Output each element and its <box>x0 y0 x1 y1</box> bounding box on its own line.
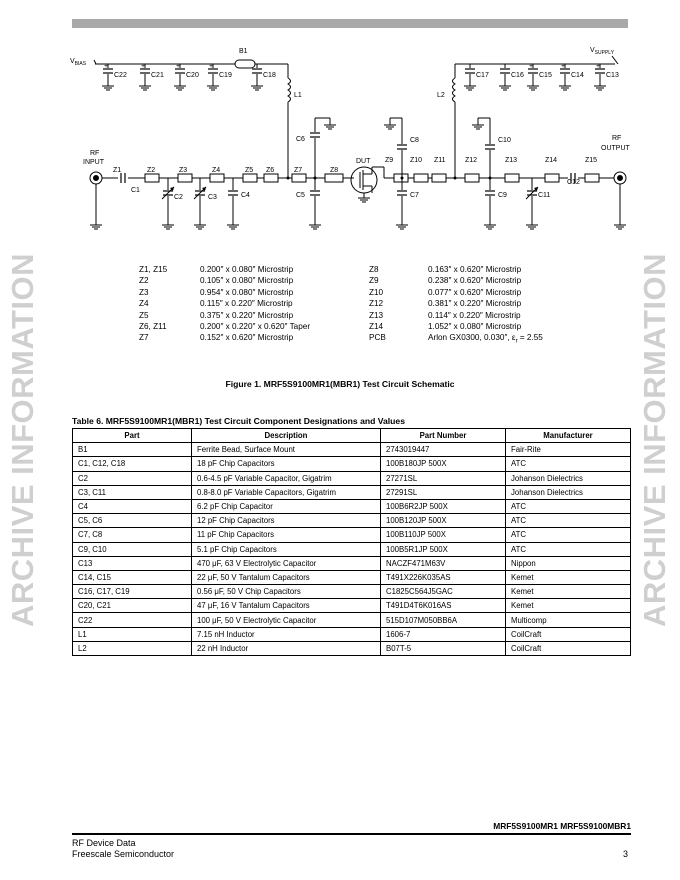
table-cell: C2 <box>73 471 192 485</box>
svg-text:C15: C15 <box>539 72 552 79</box>
table-cell: 47 μF, 16 V Tantalum Capacitors <box>192 599 381 613</box>
microstrip-row: PCB Arlon GX0300, 0.030″, $\varepsilon_r = 2.55$ <box>369 333 543 345</box>
svg-text:Z14: Z14 <box>545 157 558 164</box>
table-title: Table 6. MRF5S9100MR1(MBR1) Test Circuit Component Designations and Values <box>72 416 405 426</box>
footer-divider <box>72 833 631 835</box>
svg-text:+: + <box>561 63 566 70</box>
svg-text:C8: C8 <box>410 137 419 144</box>
table-cell: Kemet <box>506 585 631 599</box>
svg-text:Z6: Z6 <box>266 167 275 174</box>
col-part-number: Part Number <box>381 429 506 443</box>
svg-text:L2: L2 <box>437 92 445 99</box>
microstrip-row: Z13 0.114″ x 0.220″ Microstrip <box>369 310 521 320</box>
table-cell: 100B6R2JP 500X <box>381 499 506 513</box>
table-cell: 27271SL <box>381 471 506 485</box>
microstrip-row: Z5 0.375″ x 0.220″ Microstrip <box>139 310 294 320</box>
table-cell: 22 μF, 50 V Tantalum Capacitors <box>192 570 381 584</box>
svg-text:Z9: Z9 <box>385 157 394 164</box>
table-cell: C13 <box>73 556 192 570</box>
table-cell: 0.8-8.0 pF Variable Capacitors, Gigatrim <box>192 485 381 499</box>
table-cell: 18 pF Chip Capacitors <box>192 457 381 471</box>
table-cell: 0.56 μF, 50 V Chip Capacitors <box>192 585 381 599</box>
svg-text:C19: C19 <box>219 72 232 79</box>
vbias-label: $V_{BIAS}$ <box>70 58 87 67</box>
component-table <box>72 428 631 656</box>
svg-text:C13: C13 <box>606 72 619 79</box>
svg-text:Z3: Z3 <box>179 167 188 174</box>
svg-text:C9: C9 <box>498 192 507 199</box>
table-cell: 515D107M050BB6A <box>381 613 506 627</box>
table-cell: L1 <box>73 627 192 641</box>
table-row <box>73 485 631 499</box>
svg-text:+: + <box>176 63 181 70</box>
table-cell: CoilCraft <box>506 627 631 641</box>
table-row <box>73 613 631 627</box>
table-cell: B1 <box>73 443 192 457</box>
svg-text:+: + <box>596 63 601 70</box>
table-cell: 5.1 pF Chip Capacitors <box>192 542 381 556</box>
table-cell: 100B5R1JP 500X <box>381 542 506 556</box>
table-row <box>73 457 631 471</box>
svg-text:Z5: Z5 <box>245 167 254 174</box>
table-cell: 1606-7 <box>381 627 506 641</box>
svg-text:C20: C20 <box>186 72 199 79</box>
table-cell: 27291SL <box>381 485 506 499</box>
svg-text:C21: C21 <box>151 72 164 79</box>
svg-text:C5: C5 <box>296 192 305 199</box>
table-cell: CoilCraft <box>506 641 631 655</box>
microstrip-row: Z1, Z15 0.200″ x 0.080″ Microstrip <box>139 265 294 274</box>
table-cell: C22 <box>73 613 192 627</box>
svg-text:Z4: Z4 <box>212 167 221 174</box>
table-cell: C3, C11 <box>73 485 192 499</box>
svg-text:INPUT: INPUT <box>83 159 104 166</box>
table-cell: NACZF471M63V <box>381 556 506 570</box>
svg-text:C17: C17 <box>476 72 489 79</box>
table-cell: 100B180JP 500X <box>381 457 506 471</box>
table-cell: C7, C8 <box>73 528 192 542</box>
table-cell: Kemet <box>506 599 631 613</box>
table-cell: C16, C17, C19 <box>73 585 192 599</box>
table-row <box>73 499 631 513</box>
table-row <box>73 542 631 556</box>
table-cell: C5, C6 <box>73 514 192 528</box>
table-cell: B07T-5 <box>381 641 506 655</box>
table-row <box>73 443 631 457</box>
table-header-row <box>73 429 631 443</box>
table-cell: ATC <box>506 528 631 542</box>
vsupply-label: $V_{SUPPLY}$ <box>590 47 615 56</box>
table-cell: Kemet <box>506 570 631 584</box>
table-cell: C1, C12, C18 <box>73 457 192 471</box>
table-row <box>73 599 631 613</box>
svg-text:C16: C16 <box>511 72 524 79</box>
svg-text:C4: C4 <box>241 192 250 199</box>
table-row <box>73 514 631 528</box>
table-cell: L2 <box>73 641 192 655</box>
svg-text:Z12: Z12 <box>465 157 478 164</box>
table-cell: Johanson Dielectrics <box>506 471 631 485</box>
svg-text:C7: C7 <box>410 192 419 199</box>
svg-text:L1: L1 <box>294 92 302 99</box>
part-number-header: MRF5S9100MR1 MRF5S9100MBR1 <box>493 821 631 831</box>
microstrip-row: Z6, Z11 0.200″ x 0.220″ x 0.620″ Taper <box>139 321 311 331</box>
table-cell: C1825C564J5GAC <box>381 585 506 599</box>
table-cell: 100 μF, 50 V Electrolytic Capacitor <box>192 613 381 627</box>
table-cell: T491D4T6K016AS <box>381 599 506 613</box>
table-row <box>73 641 631 655</box>
svg-text:Z7: Z7 <box>294 167 303 174</box>
table-cell: 11 pF Chip Capacitors <box>192 528 381 542</box>
svg-text:RF: RF <box>90 150 100 157</box>
svg-text:C18: C18 <box>263 72 276 79</box>
svg-text:C22: C22 <box>114 72 127 79</box>
table-cell: 22 nH Inductor <box>192 641 381 655</box>
table-row <box>73 585 631 599</box>
footer-line-1: RF Device Data <box>72 838 136 848</box>
table-cell: C9, C10 <box>73 542 192 556</box>
col-manufacturer: Manufacturer <box>506 429 631 443</box>
svg-text:C1: C1 <box>131 187 140 194</box>
table-row <box>73 627 631 641</box>
microstrip-row: Z4 0.115″ x 0.220″ Microstrip <box>139 299 293 309</box>
microstrip-row: Z10 0.077″ x 0.620″ Microstrip <box>369 287 522 297</box>
svg-text:C3: C3 <box>208 194 217 201</box>
table-row <box>73 471 631 485</box>
table-cell: ATC <box>506 542 631 556</box>
microstrip-row: Z8 0.163″ x 0.620″ Microstrip <box>369 265 522 274</box>
svg-text:DUT: DUT <box>356 158 371 165</box>
svg-text:C2: C2 <box>174 194 183 201</box>
table-cell: 470 μF, 63 V Electrolytic Capacitor <box>192 556 381 570</box>
microstrip-list-right <box>369 264 543 344</box>
table-cell: 0.6-4.5 pF Variable Capacitor, Gigatrim <box>192 471 381 485</box>
table-cell: 2743019447 <box>381 443 506 457</box>
col-part: Part <box>73 429 192 443</box>
table-cell: 12 pF Chip Capacitors <box>192 514 381 528</box>
svg-text:+: + <box>104 63 109 70</box>
svg-text:RF: RF <box>612 135 622 142</box>
table-cell: C4 <box>73 499 192 513</box>
microstrip-row: Z14 1.052″ x 0.080″ Microstrip <box>369 321 522 331</box>
svg-text:Z15: Z15 <box>585 157 598 164</box>
table-cell: Nippon <box>506 556 631 570</box>
footer-line-2: Freescale Semiconductor <box>72 849 175 859</box>
table-cell: C20, C21 <box>73 599 192 613</box>
table-cell: ATC <box>506 499 631 513</box>
table-row <box>73 556 631 570</box>
svg-text:C10: C10 <box>498 137 511 144</box>
microstrip-list-left <box>139 264 310 344</box>
table-cell: Johanson Dielectrics <box>506 485 631 499</box>
header-bar <box>72 19 628 28</box>
table-cell: Fair-Rite <box>506 443 631 457</box>
table-cell: 100B120JP 500X <box>381 514 506 528</box>
table-cell: T491X226K035AS <box>381 570 506 584</box>
test-circuit-schematic <box>60 35 640 265</box>
microstrip-row: Z12 0.381″ x 0.220″ Microstrip <box>369 299 522 309</box>
svg-text:Z13: Z13 <box>505 157 518 164</box>
svg-text:C14: C14 <box>571 72 584 79</box>
table-cell: C14, C15 <box>73 570 192 584</box>
page-number: 3 <box>622 849 628 859</box>
svg-text:C6: C6 <box>296 136 305 143</box>
table-cell: ATC <box>506 514 631 528</box>
svg-text:Z8: Z8 <box>330 167 339 174</box>
svg-text:Z11: Z11 <box>434 157 446 164</box>
table-cell: Ferrite Bead, Surface Mount <box>192 443 381 457</box>
col-description: Description <box>192 429 381 443</box>
table-cell: Multicomp <box>506 613 631 627</box>
watermark-left: ARCHIVE INFORMATION <box>5 252 40 628</box>
svg-text:Z10: Z10 <box>410 157 423 164</box>
figure-caption: Figure 1. MRF5S9100MR1(MBR1) Test Circuit Schematic <box>225 379 455 389</box>
svg-text:C11: C11 <box>538 192 551 199</box>
svg-text:+: + <box>209 63 214 70</box>
svg-text:C12: C12 <box>567 179 580 186</box>
microstrip-row: Z7 0.152″ x 0.620″ Microstrip <box>139 333 294 343</box>
svg-text:+: + <box>529 63 534 70</box>
watermark-right: ARCHIVE INFORMATION <box>637 252 672 628</box>
table-cell: 100B110JP 500X <box>381 528 506 542</box>
microstrip-row: Z3 0.954″ x 0.080″ Microstrip <box>139 287 294 297</box>
svg-text:Z2: Z2 <box>147 167 156 174</box>
table-row <box>73 528 631 542</box>
table-row <box>73 570 631 584</box>
microstrip-row: Z2 0.105″ x 0.080″ Microstrip <box>139 276 294 286</box>
microstrip-row: Z9 0.238″ x 0.620″ Microstrip <box>369 276 522 286</box>
table-cell: 7.15 nH Inductor <box>192 627 381 641</box>
svg-text:B1: B1 <box>239 48 248 55</box>
table-cell: 6.2 pF Chip Capacitor <box>192 499 381 513</box>
svg-text:Z1: Z1 <box>113 167 122 174</box>
table-cell: ATC <box>506 457 631 471</box>
svg-text:+: + <box>141 63 146 70</box>
svg-text:OUTPUT: OUTPUT <box>601 145 630 152</box>
